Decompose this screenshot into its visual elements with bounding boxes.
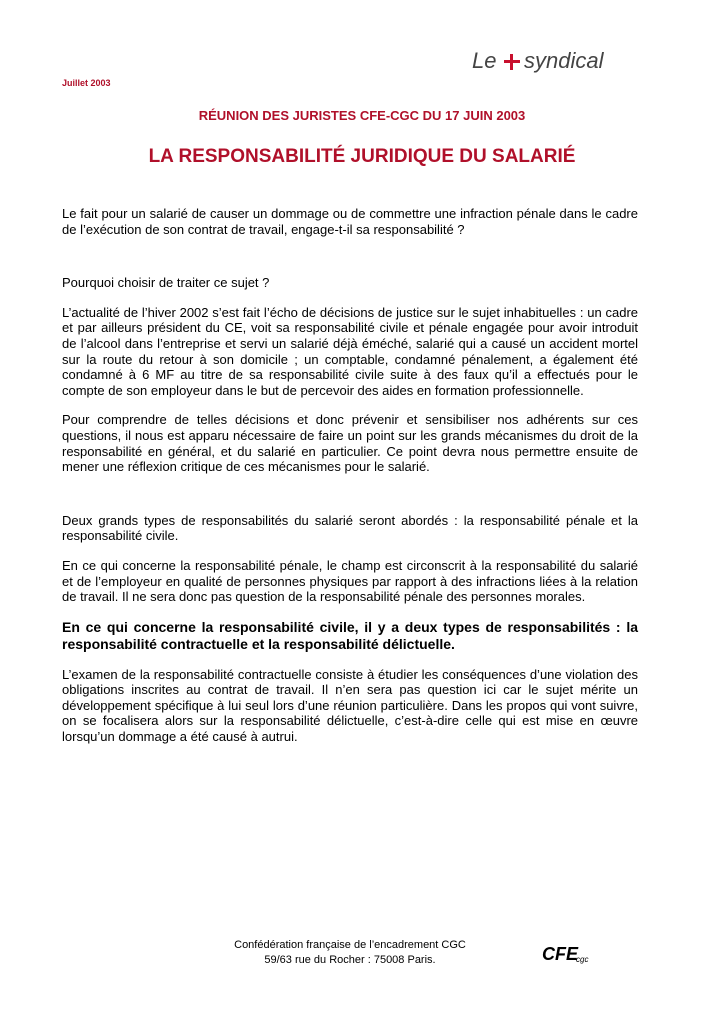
paragraph-penal: En ce qui concerne la responsabilité pénale, le champ est circonscrit à la responsabilité du salarié et de l’employeur en qualité de personnes physiques par rapport à des infractions liées à la relation de travail. Il ne sera donc pas question de la responsabilité pénale des personnes morales. bbox=[62, 557, 638, 605]
paragraph-question: Pourquoi choisir de traiter ce sujet ? bbox=[62, 275, 270, 291]
cfe-cgc-logo bbox=[540, 938, 590, 968]
footer bbox=[200, 938, 500, 968]
paragraph-intro: Le fait pour un salarié de causer un dommage ou de commettre une infraction pénale dans le cadre de l’exécution de son contrat de travail, engage-t-il sa responsabilité ? bbox=[62, 206, 638, 237]
date-label: Juillet 2003 bbox=[62, 78, 111, 88]
footer-line-1: Confédération française de l’encadrement CGC bbox=[234, 939, 466, 951]
paragraph-types: Deux grands types de responsabilités du salarié seront abordés : la responsabilité pénale et la responsabilité civile. bbox=[62, 512, 638, 544]
svg-text:CFE: CFE bbox=[542, 944, 578, 964]
document-body bbox=[62, 206, 638, 745]
paragraph-context: L’actualité de l’hiver 2002 s’est fait l’écho de décisions de justice sur le sujet inhabituelles : un cadre et par ailleurs président du CE, voit sa responsabilité civile et pénale engagée pour avoir introduit de l’alcool dans l’entreprise et servi un salarié déjà éméché, salarié qui a causé un accident mortel sur la route du retour à son domicile ; un comptable, condamné pénalement, a également été condamné à 6 MF au titre de sa responsabilité civile suite à des faux qu’il a effectués pour le compte de son employeur dans le but de percevoir des aides en formation professionnelle. bbox=[62, 304, 638, 398]
meeting-line: RÉUNION DES JURISTES CFE-CGC DU 17 JUIN 2003 bbox=[198, 108, 526, 123]
paragraph-purpose: Pour comprendre de telles décisions et donc prévenir et sensibiliser nos adhérents sur ces questions, il nous est apparu nécessaire de faire un point sur les grands mécanismes du droit de la responsabilité en général, et du salarié en particulier. Ce point devra nous permettre ensuite de mener une réflexion critique de ces mécanismes pour le salarié. bbox=[62, 412, 638, 475]
svg-text:Le: Le bbox=[472, 48, 497, 73]
footer-line-2: 59/63 rue du Rocher : 75008 Paris. bbox=[264, 954, 436, 966]
paragraph-contractual: L’examen de la responsabilité contractuelle consiste à étudier les conséquences d’une violation des obligations inscrites au contrat de travail. Il n’en sera pas question ici car le sujet mérite un développement spécifique à lui seul lors d’une réunion particulière. Dans les propos qui vont suivre, on se focalisera alors sur la responsabilité délictuelle, c’est-à-dire celle qui est mise en œuvre lorsqu’un dommage a été causé à autrui. bbox=[62, 666, 638, 745]
page-title: LA RESPONSABILITÉ JURIDIQUE DU SALARIÉ bbox=[148, 146, 576, 167]
le-syndical-logo bbox=[470, 48, 630, 78]
svg-text:syndical: syndical bbox=[524, 48, 604, 73]
paragraph-civil-lead: En ce qui concerne la responsabilité civile, il y a deux types de responsabilités : la responsabilité contractuelle et la responsabilité délictuelle. bbox=[62, 618, 638, 652]
svg-text:cgc: cgc bbox=[576, 955, 589, 964]
